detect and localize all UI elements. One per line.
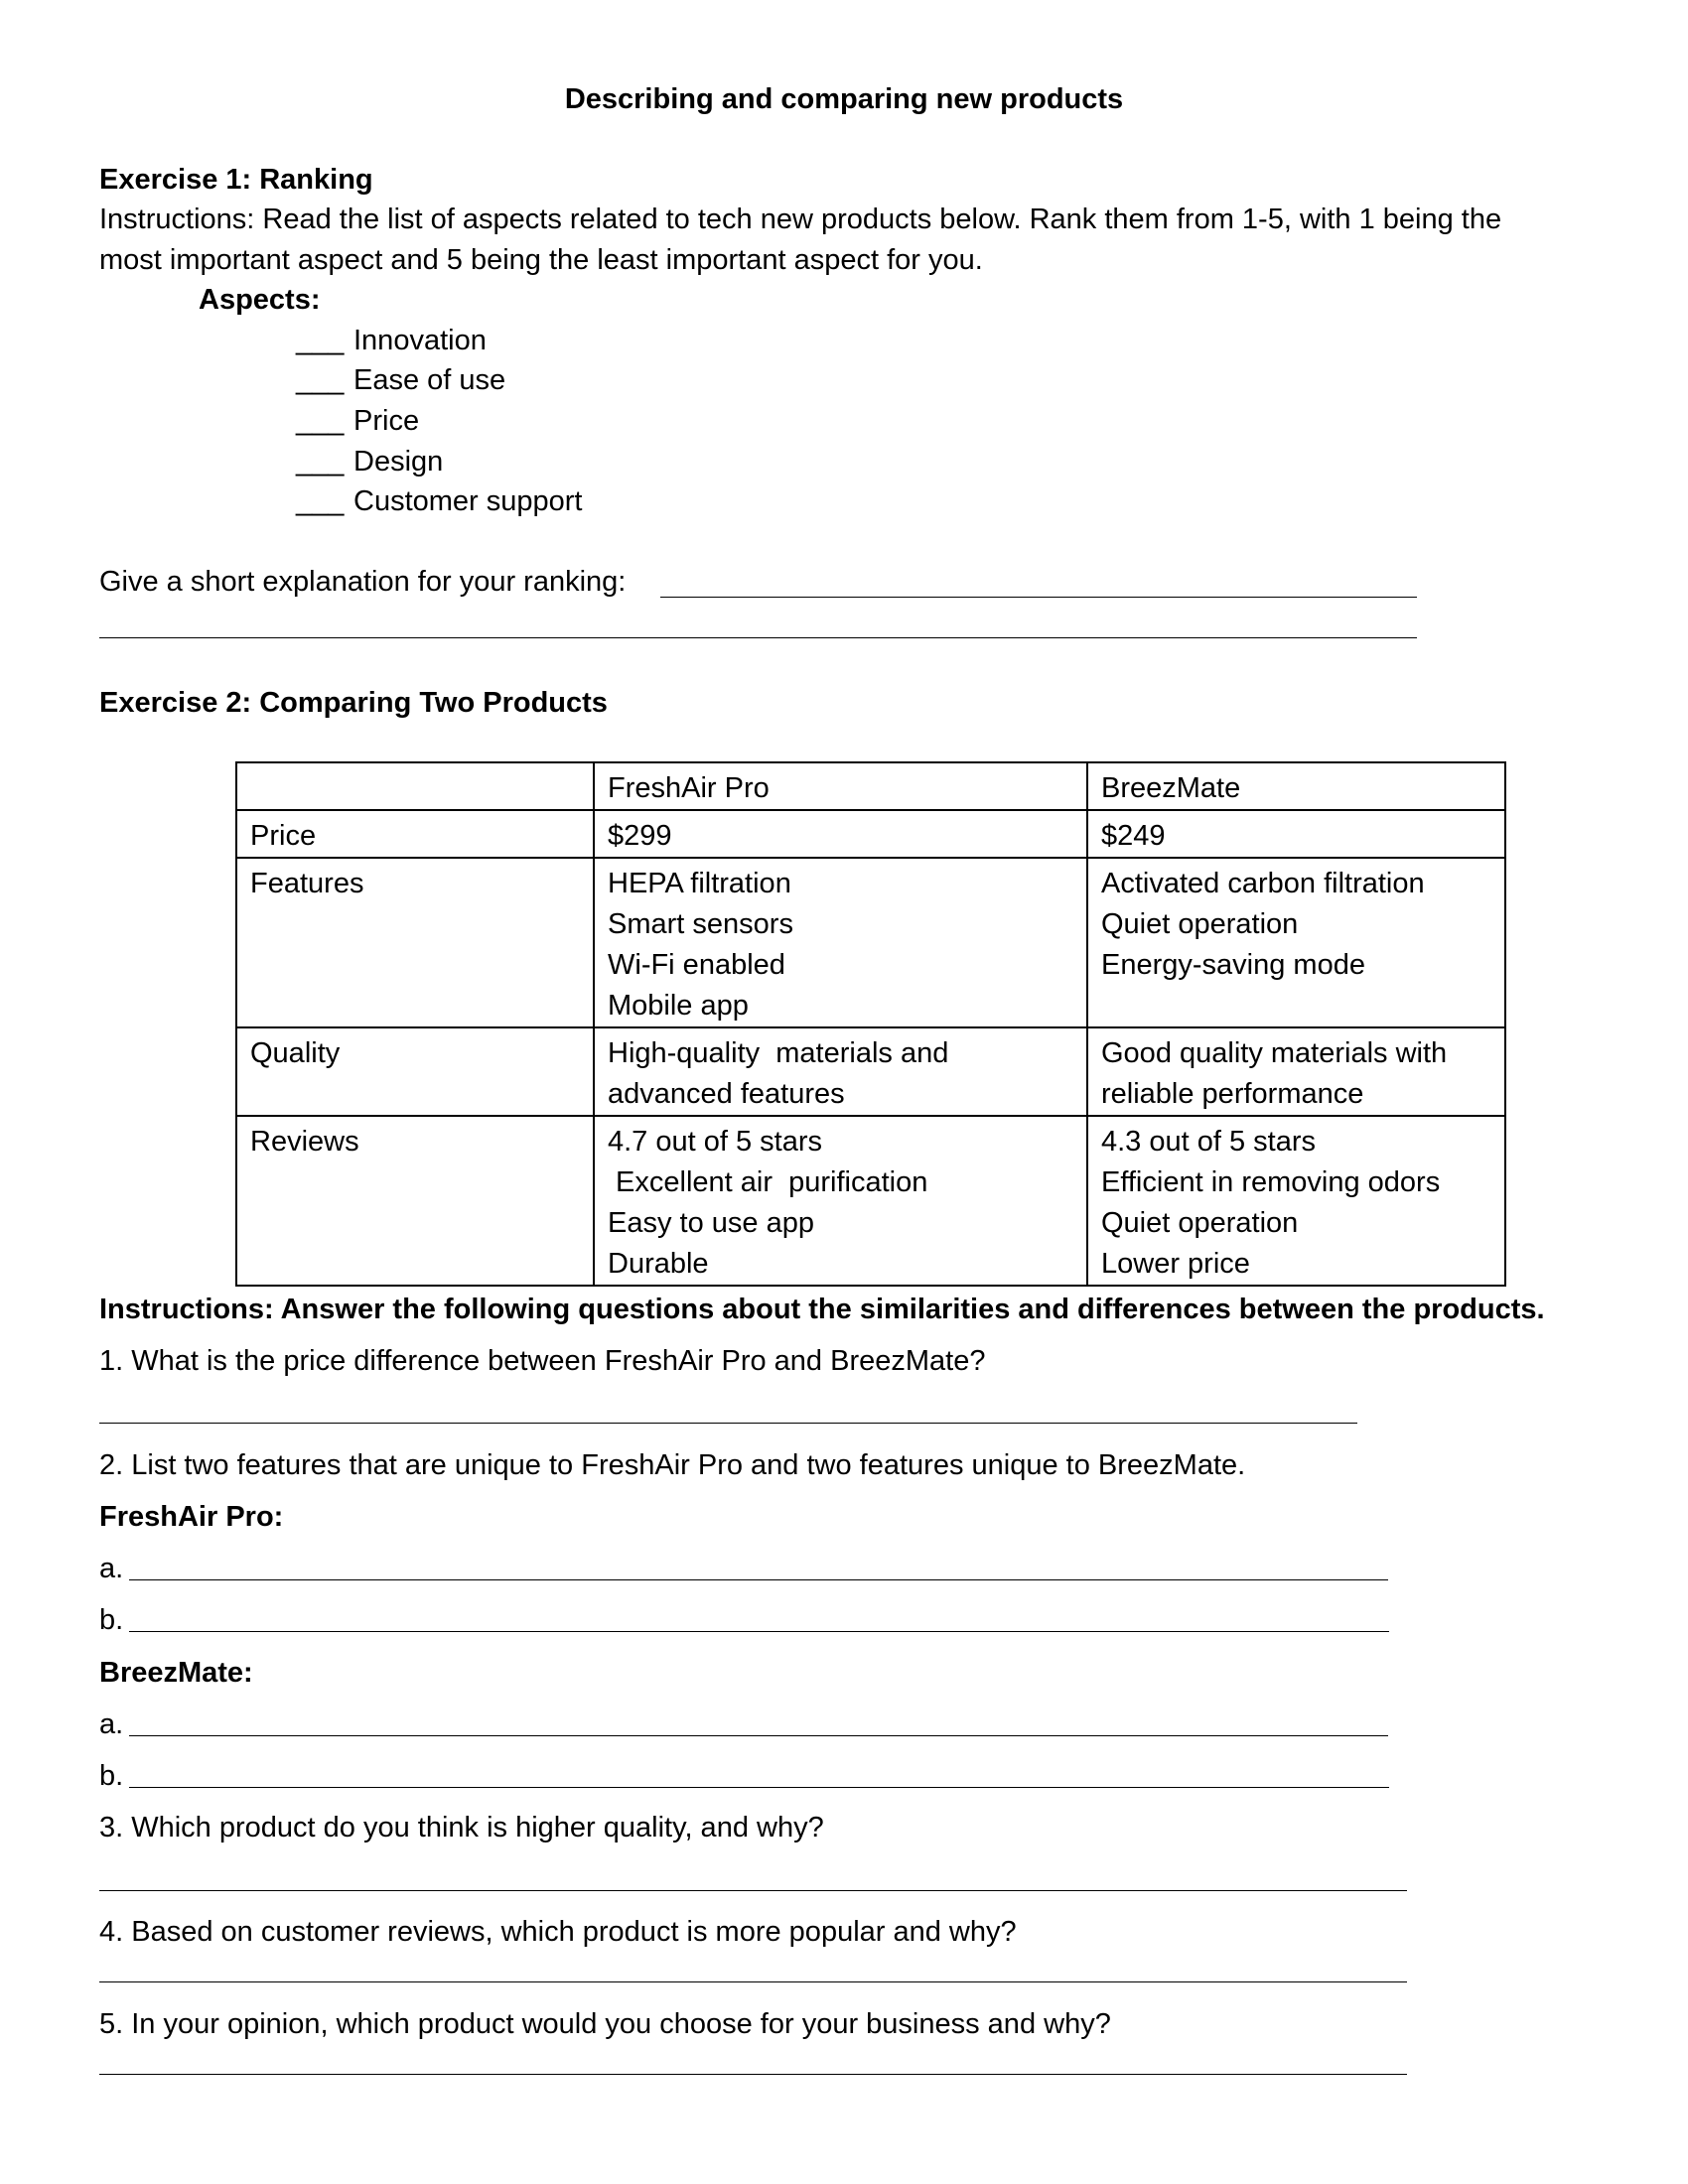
table-header-empty <box>236 762 594 810</box>
exercise1-heading: Exercise 1: Ranking <box>99 164 373 196</box>
exercise2-instructions: Instructions: Answer the following questions about the similarities and differences between the products. <box>99 1294 1545 1325</box>
aspect-customer-support: Customer support <box>353 485 583 517</box>
table-cell: HEPA filtration Smart sensors Wi-Fi enabled Mobile app <box>594 858 1087 1027</box>
table-row-quality <box>236 1027 1505 1116</box>
question-3: 3. Which product do you think is higher quality, and why? <box>99 1812 824 1843</box>
item-a-label: a. <box>99 1553 124 1584</box>
answer-line-breezmate-a[interactable] <box>129 1735 1388 1736</box>
row-label: Features <box>236 858 594 1027</box>
answer-line-q3[interactable] <box>99 1890 1407 1891</box>
answer-line-q5[interactable] <box>99 2074 1407 2075</box>
aspects-label: Aspects: <box>199 284 321 316</box>
explanation-answer-line-2[interactable] <box>99 637 1417 638</box>
exercise2-heading: Exercise 2: Comparing Two Products <box>99 687 608 719</box>
question-2: 2. List two features that are unique to FreshAir Pro and two features unique to BreezMate. <box>99 1449 1246 1481</box>
table-cell: $249 <box>1087 810 1505 858</box>
aspect-rank-blank[interactable]: ___ <box>296 446 345 478</box>
item-b-label: b. <box>99 1604 124 1636</box>
comparison-table <box>235 761 1506 1287</box>
table-cell: 4.7 out of 5 stars Excellent air purification Easy to use app Durable <box>594 1116 1087 1286</box>
item-a-label: a. <box>99 1708 124 1740</box>
aspect-ease-of-use: Ease of use <box>353 364 506 396</box>
freshair-label: FreshAir Pro: <box>99 1501 284 1533</box>
answer-line-q1[interactable] <box>99 1423 1357 1424</box>
item-b-label: b. <box>99 1760 124 1792</box>
aspect-innovation: Innovation <box>353 325 487 356</box>
answer-line-freshair-b[interactable] <box>129 1631 1389 1632</box>
aspect-rank-blank[interactable]: ___ <box>296 485 345 517</box>
explanation-prompt: Give a short explanation for your ranking: <box>99 566 627 598</box>
table-row-price <box>236 810 1505 858</box>
table-row-features <box>236 858 1505 1027</box>
answer-line-q4[interactable] <box>99 1981 1407 1982</box>
exercise1-instructions-line2: most important aspect and 5 being the least important aspect for you. <box>99 244 983 276</box>
row-label: Quality <box>236 1027 594 1116</box>
page-title: Describing and comparing new products <box>564 83 1124 115</box>
table-cell: Good quality materials with reliable performance <box>1087 1027 1505 1116</box>
table-cell: 4.3 out of 5 stars Efficient in removing odors Quiet operation Lower price <box>1087 1116 1505 1286</box>
table-header-row <box>236 762 1505 810</box>
answer-line-freshair-a[interactable] <box>129 1579 1388 1580</box>
answer-line-breezmate-b[interactable] <box>129 1787 1389 1788</box>
question-1: 1. What is the price difference between FreshAir Pro and BreezMate? <box>99 1345 986 1377</box>
aspect-design: Design <box>353 446 444 478</box>
table-header-breezmate: BreezMate <box>1087 762 1505 810</box>
table-header-freshair: FreshAir Pro <box>594 762 1087 810</box>
aspect-rank-blank[interactable]: ___ <box>296 325 345 356</box>
aspect-price: Price <box>353 405 420 437</box>
table-row-reviews <box>236 1116 1505 1286</box>
aspect-rank-blank[interactable]: ___ <box>296 405 345 437</box>
row-label: Price <box>236 810 594 858</box>
breezmate-label: BreezMate: <box>99 1657 253 1689</box>
row-label: Reviews <box>236 1116 594 1286</box>
exercise1-instructions-line1: Instructions: Read the list of aspects related to tech new products below. Rank them from 1-5, with 1 being the <box>99 204 1502 235</box>
question-4: 4. Based on customer reviews, which product is more popular and why? <box>99 1916 1017 1948</box>
explanation-answer-line[interactable] <box>660 597 1417 598</box>
table-cell: High-quality materials and advanced features <box>594 1027 1087 1116</box>
table-cell: $299 <box>594 810 1087 858</box>
question-5: 5. In your opinion, which product would you choose for your business and why? <box>99 2008 1111 2040</box>
table-cell: Activated carbon filtration Quiet operation Energy-saving mode <box>1087 858 1505 1027</box>
aspect-rank-blank[interactable]: ___ <box>296 364 345 396</box>
